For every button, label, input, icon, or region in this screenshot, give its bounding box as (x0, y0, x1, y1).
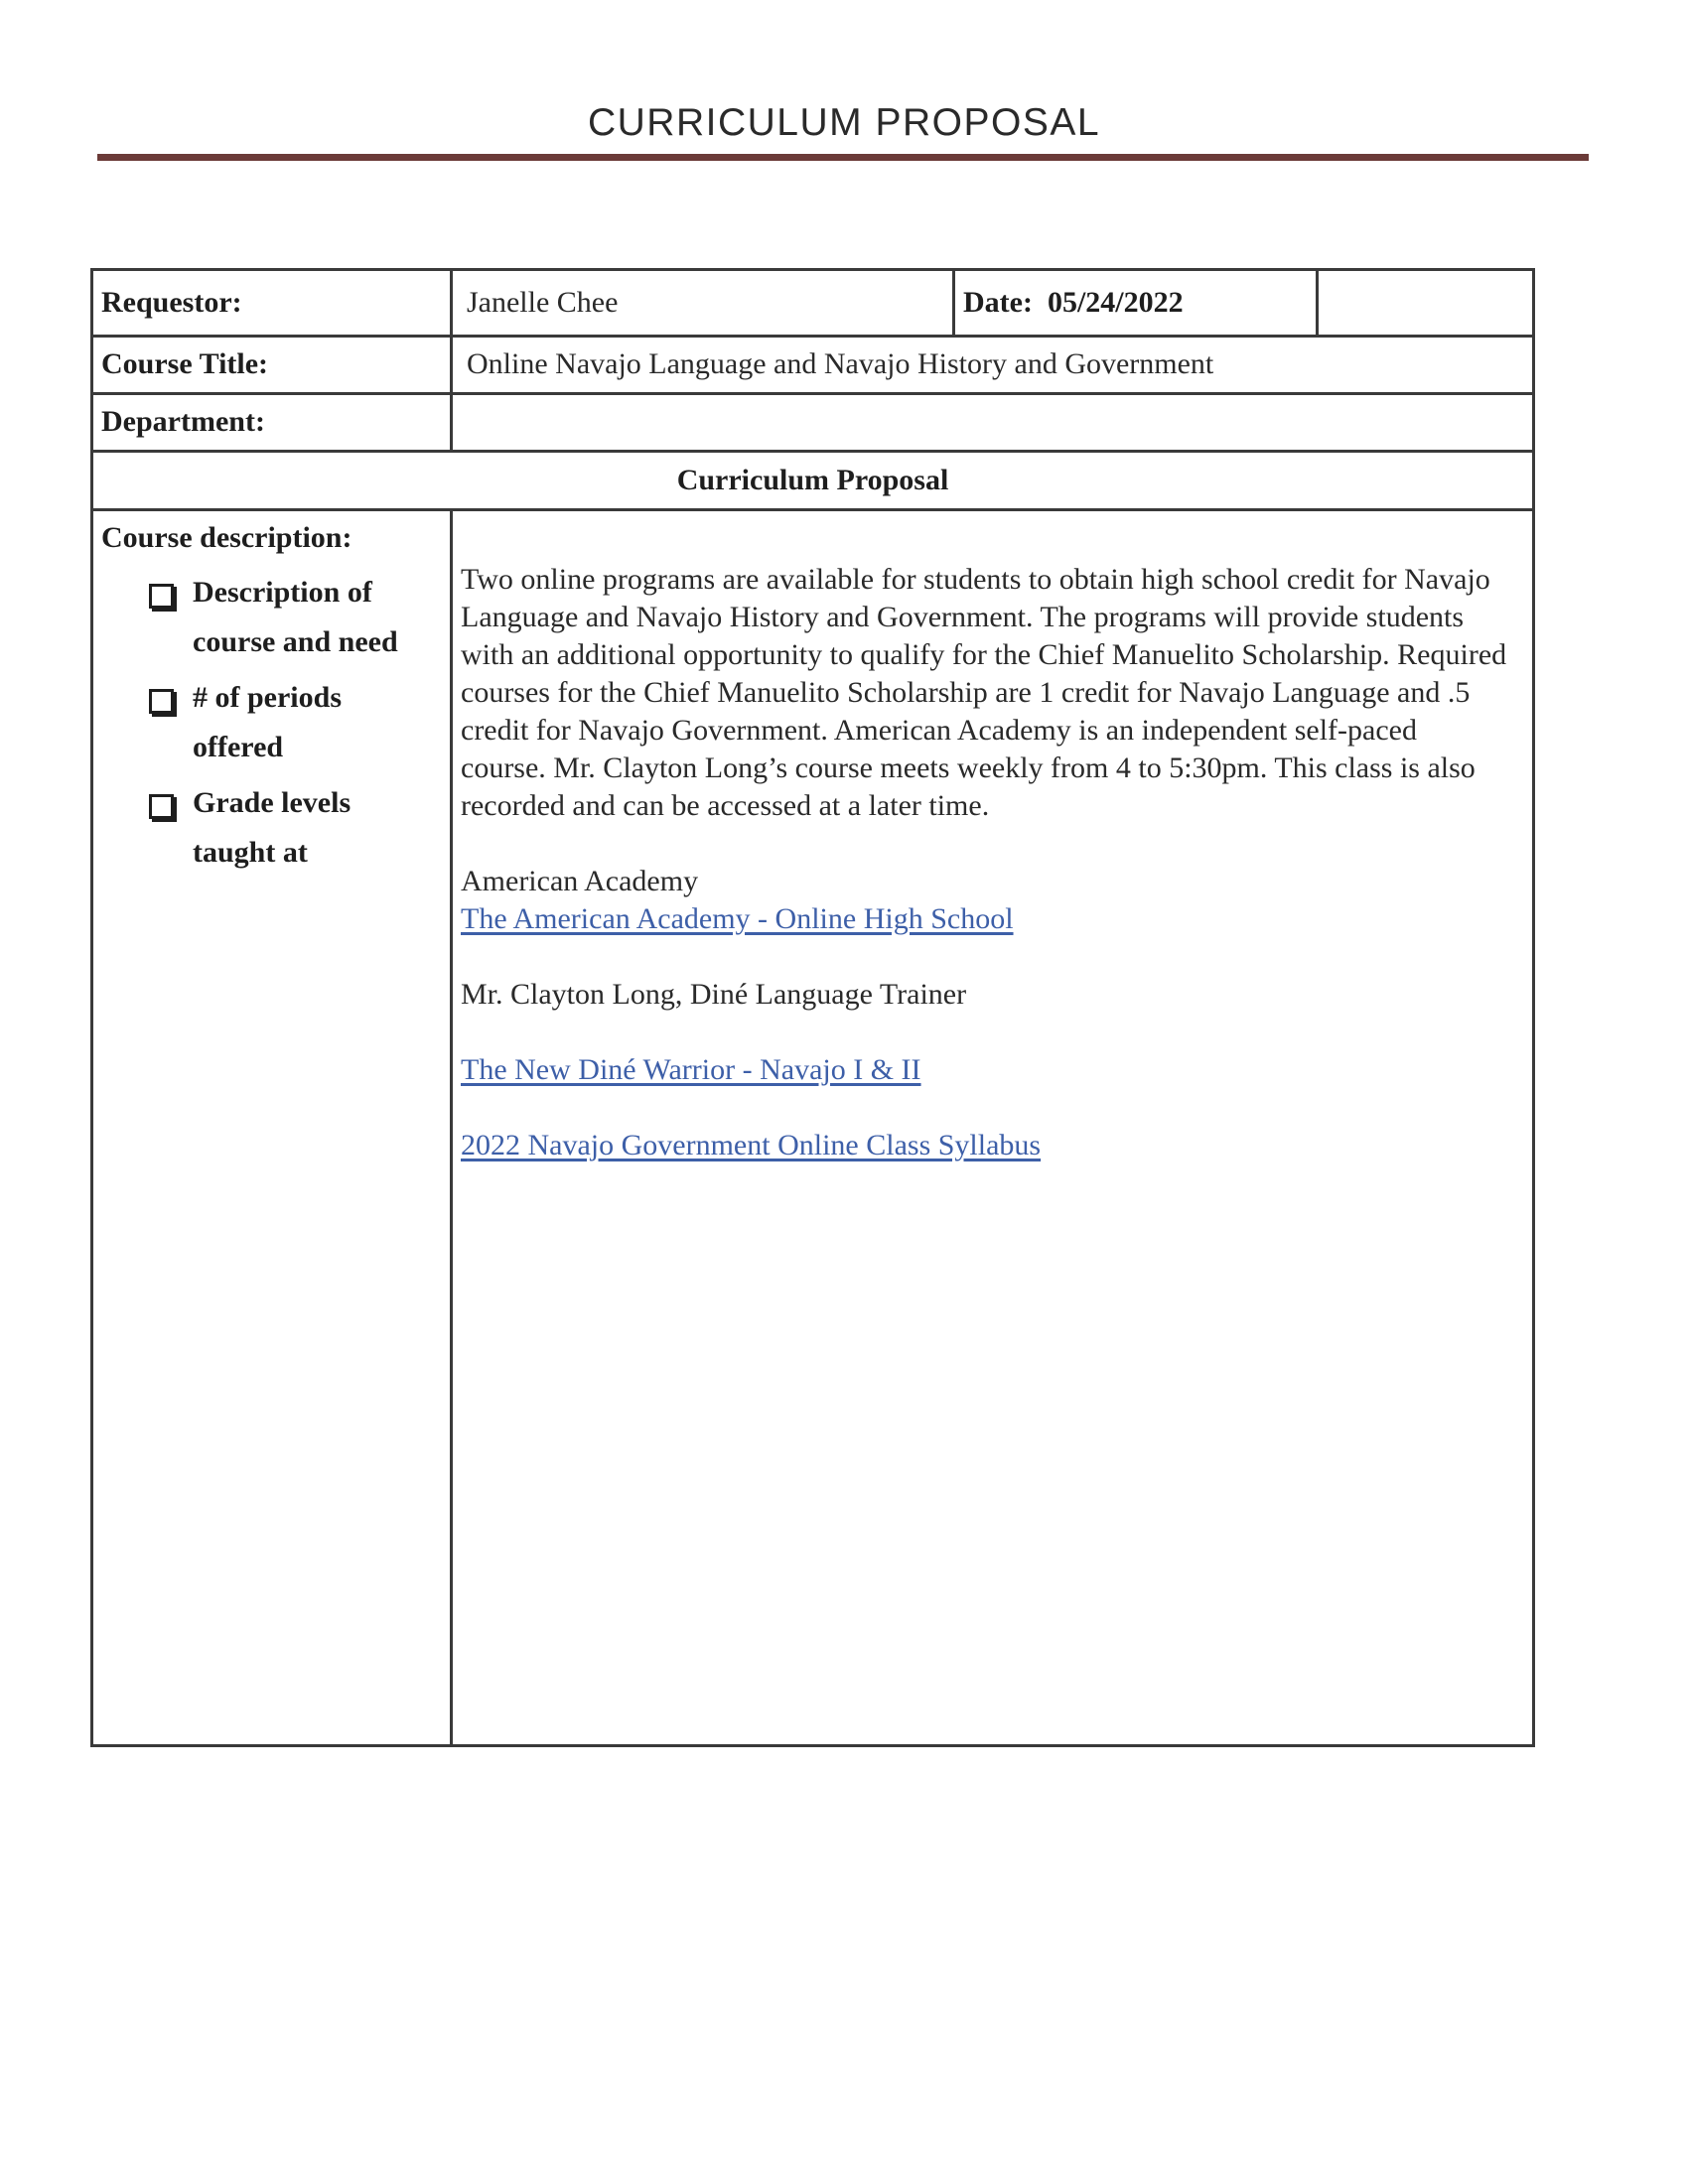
course-description-row (92, 510, 1534, 1746)
checklist-item-line2: course and need (193, 624, 398, 658)
new-dine-warrior-link[interactable]: The New Diné Warrior - Navajo I & II (461, 1053, 921, 1086)
requestor-label: Requestor: (92, 270, 452, 337)
course-title-row (92, 337, 1534, 394)
checklist-item (149, 568, 450, 667)
description-paragraph: Two online programs are available for students to obtain high school credit for Navajo Language and Navajo History and Government. The programs will provide students with an additional opportunity to qualify for the Chief Manuelito Scholarship. Required courses for the Chief Manuelito Scholarship are 1 credit for Navajo Language and .5 credit for Navajo Government. American Academy is an independent self-paced course. Mr. Clayton Long’s course meets weekly from 4 to 5:30pm. This class is also recorded and can be accessed at a later time. (461, 563, 1507, 822)
date-value: 05/24/2022 (1047, 285, 1184, 319)
proposal-form-table (90, 268, 1535, 1747)
course-description-label-cell (92, 510, 452, 1746)
requestor-value: Janelle Chee (452, 270, 954, 337)
checkbox-icon[interactable] (149, 794, 174, 819)
american-academy-link[interactable]: The American Academy - Online High School (461, 902, 1014, 935)
provider2-name: Mr. Clayton Long, Diné Language Trainer (461, 978, 967, 1011)
title-divider (97, 154, 1589, 161)
department-value (452, 394, 1534, 452)
department-label: Department: (92, 394, 452, 452)
syllabus-link[interactable]: 2022 Navajo Government Online Class Syllabus (461, 1129, 1042, 1161)
requestor-row (92, 270, 1534, 337)
course-description-label: Course description: (101, 521, 352, 554)
course-title-value: Online Navajo Language and Navajo History and Government (452, 337, 1534, 394)
checkbox-icon[interactable] (149, 689, 174, 714)
checklist-item-line2: taught at (193, 835, 308, 869)
section-heading: Curriculum Proposal (92, 452, 1534, 510)
checklist-item (149, 778, 450, 878)
checklist-item-line1: # of periods (193, 680, 342, 714)
blank-cell (1318, 270, 1534, 337)
course-description-body-cell (452, 510, 1534, 1746)
course-title-label: Course Title: (92, 337, 452, 394)
checklist-item (149, 673, 450, 772)
checklist-item-line1: Description of (193, 575, 372, 609)
checkbox-icon[interactable] (149, 584, 174, 609)
provider1-name: American Academy (461, 865, 699, 897)
course-description-body (453, 511, 1532, 1164)
checklist-item-line2: offered (193, 730, 284, 763)
date-cell (954, 270, 1318, 337)
checklist-item-line1: Grade levels (193, 785, 352, 819)
page-title: CURRICULUM PROPOSAL (587, 101, 1101, 144)
date-label: Date: (963, 285, 1033, 319)
department-row (92, 394, 1534, 452)
description-checklist (93, 568, 450, 878)
section-heading-row (92, 452, 1534, 510)
